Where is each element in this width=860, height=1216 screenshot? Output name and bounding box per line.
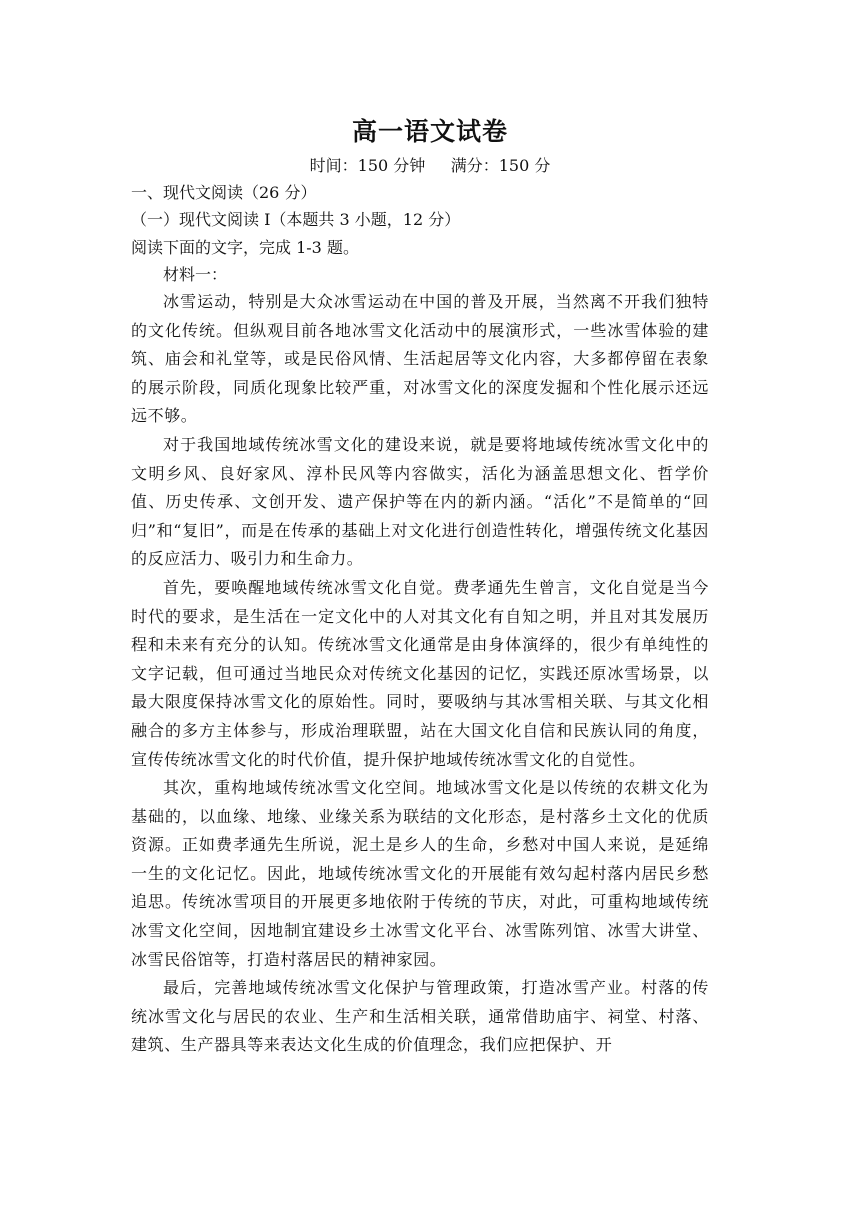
passage-paragraph: 冰雪运动，特别是大众冰雪运动在中国的普及开展，当然离不开我们独特的文化传统。但纵观目前各地冰雪文化活动中的展演形式，一些冰雪体验的建筑、庙会和礼堂等，或是民俗风情、生活起居等文化内容，大多都停留在表象的展示阶段，同质化现象比较严重，对冰雪文化的深度发掘和个性化展示还远远不够。 (131, 292, 709, 426)
exam-title: 高一语文试卷 (351, 117, 508, 146)
material-label: 材料一： (163, 265, 228, 284)
exam-meta-time-score: 时间：150 分钟 满分：150 分 (309, 156, 551, 175)
passage-paragraph: 其次，重构地域传统冰雪文化空间。地域冰雪文化是以传统的农耕文化为基础的，以血缘、地缘、业缘关系为联结的文化形态，是村落乡土文化的优质资源。正如费孝通先生所说，泥土是乡人的生命，乡愁对中国人来说，是延绵一生的文化记忆。因此，地域传统冰雪文化的开展能有效勾起村落内居民乡愁追思。传统冰雪项目的开展更多地依附于传统的节庆，对此，可重构地域传统冰雪文化空间，因地制宜建设乡土冰雪文化平台、冰雪陈列馆、冰雪大讲堂、冰雪民俗馆等，打造村落居民的精神家园。 (131, 778, 709, 969)
section-heading: 一、现代文阅读（26 分） (131, 183, 317, 202)
passage-paragraph: 对于我国地域传统冰雪文化的建设来说，就是要将地域传统冰雪文化中的文明乡风、良好家风、淳朴民风等内容做实，活化为涵盖思想文化、哲学价值、历史传承、文创开发、遗产保护等在内的新内涵。“活化”不是简单的“回归”和“复旧”，而是在传承的基础上对文化进行创造性转化，增强传统文化基因的反应活力、吸引力和生命力。 (131, 434, 709, 569)
passage-paragraph: 首先，要唤醒地域传统冰雪文化自觉。费孝通先生曾言，文化自觉是当今时代的要求，是生活在一定文化中的人对其文化有自知之明，并且对其发展历程和未来有充分的认知。传统冰雪文化通常是由身体演绎的，很少有单纯性的文字记载，但可通过当地民众对传统文化基因的记忆，实践还原冰雪场景，以最大限度保持冰雪文化的原始性。同时，要吸纳与其冰雪相关联、与其文化相融合的多方主体参与，形成治理联盟，站在大国文化自信和民族认同的角度，宣传传统冰雪文化的时代价值，提升保护地域传统冰雪文化的自觉性。 (131, 577, 709, 769)
passage-paragraph: 最后，完善地域传统冰雪文化保护与管理政策，打造冰雪产业。村落的传统冰雪文化与居民的农业、生产和生活相关联，通常借助庙宇、祠堂、村落、建筑、生产器具等来表达文化生成的价值理念，我们应把保护、开 (131, 978, 709, 1055)
subsection-heading: （一）现代文阅读 I（本题共 3 小题，12 分） (131, 210, 461, 229)
reading-instruction: 阅读下面的文字，完成 1-3 题。 (131, 238, 359, 257)
passage-body (131, 288, 709, 1060)
